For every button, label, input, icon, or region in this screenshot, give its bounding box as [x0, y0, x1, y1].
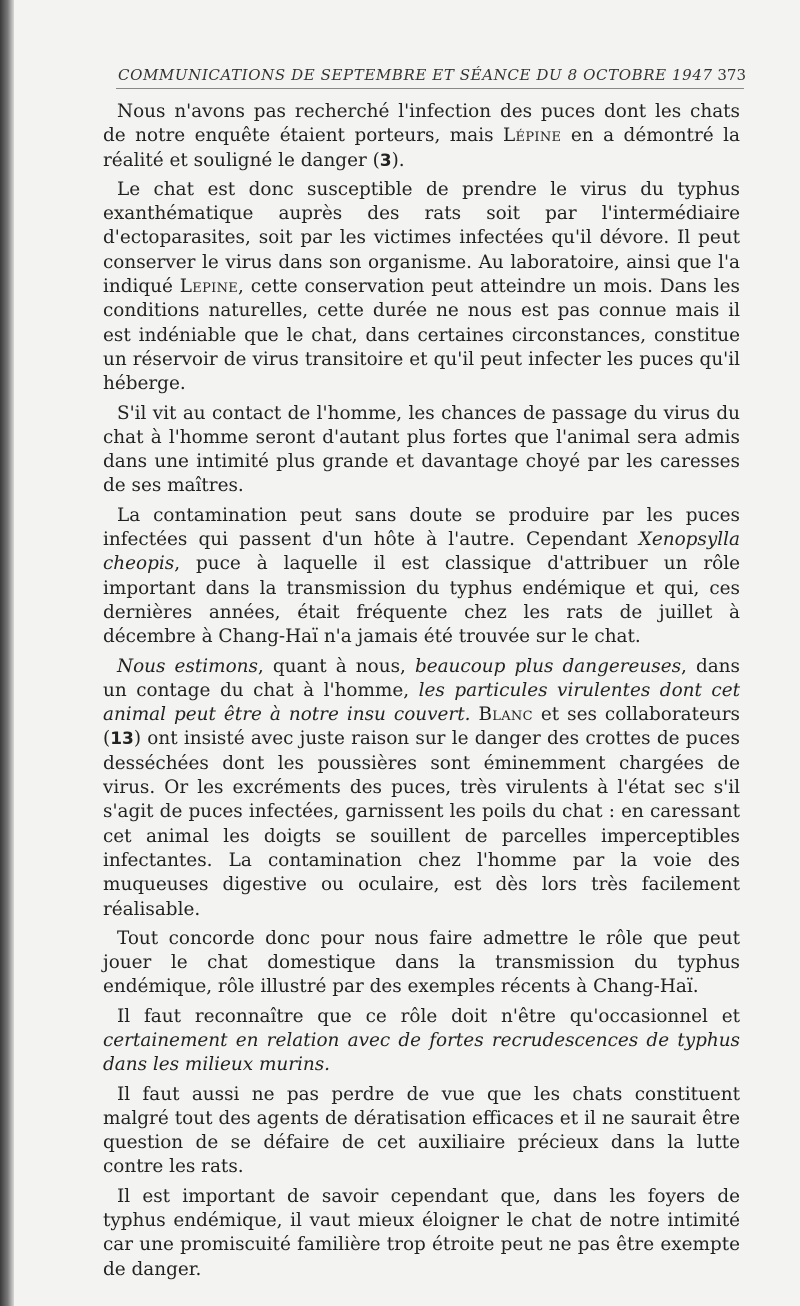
paragraph-4: La contamination peut sans doute se produire par les puces infectées qui passent d'un hôte à l'autre. Cependant Xenopsylla cheopis, puce à laquelle il est classique d'attribuer un rôle important dans la transmission du typhus endémique et qui, ces dernières années, était fréquente chez les rats de juillet à décembre à Chang-Haï n'a jamais été trouvée sur le chat. [103, 504, 740, 648]
running-header [118, 66, 746, 84]
paragraph-3: S'il vit au contact de l'homme, les chances de passage du virus du chat à l'homme seront d'autant plus fortes que l'animal sera admis dans une intimité plus grande et davantage choyé par les caresses de ses maîtres. [103, 402, 740, 497]
species-name: Xenopsylla cheopis [103, 529, 740, 575]
header-rule [116, 88, 744, 89]
paragraph-7: Il faut reconnaître que ce rôle doit n'être qu'occasionnel et certainement en relation avec de fortes recrudescences de typhus dans les milieux murins. [103, 1005, 740, 1076]
scan-binding-shadow [0, 0, 14, 1306]
article-body [103, 100, 740, 1287]
paragraph-8: Il faut aussi ne pas perdre de vue que les chats constituent malgré tout des agents de dératisation efficaces et il ne saurait être question de se défaire de cet auxiliaire précieux dans la lutte contre les rats. [103, 1083, 740, 1178]
paragraph-6: Tout concorde donc pour nous faire admettre le rôle que peut jouer le chat domestique dans la transmission du typhus endémique, rôle illustré par des exemples récents à Chang-Haï. [103, 927, 740, 998]
paragraph-1: Nous n'avons pas recherché l'infection des puces dont les chats de notre enquête étaient porteurs, mais Lépine en a démontré la réalité et souligné le danger (3). [103, 101, 740, 171]
paragraph-2: Le chat est donc susceptible de prendre le virus du typhus exanthématique auprès des rats soit par l'intermédiaire d'ectoparasites, soit par les victimes infectées qu'il dévore. Il peut conserver le virus dans son organisme. Au laboratoire, ainsi que l'a indiqué Lepine, cette conservation peut atteindre un mois. Dans les conditions naturelles, cette durée ne nous est pas connue mais il est indéniable que le chat, dans certaines circonstances, constitue un réservoir de virus transitoire et qu'il peut infecter les puces qu'il héberge. [103, 178, 740, 395]
paragraph-9: Il est important de savoir cependant que, dans les foyers de typhus endémique, il vaut mieux éloigner le chat de notre intimité car une promiscuité familière trop étroite peut ne pas être exempte de danger. [103, 1185, 740, 1280]
author-name: Lepine [179, 276, 239, 298]
author-name: Blanc [478, 704, 533, 726]
paragraph-5: Nous estimons, quant à nous, beaucoup plus dangereuses, dans un contage du chat à l'homme, les particules virulentes dont cet animal peut être à notre insu couvert. Blanc et ses collaborateurs (13) ont insisté avec juste raison sur le danger des crottes de puces desséchées dont les poussières sont éminemment chargées de virus. Or les excréments des puces, très virulents à l'état sec s'il s'agit de puces infectées, garnissent les poils du chat : en caressant cet animal les doigts se souillent de parcelles imperceptibles infectantes. La contamination chez l'homme par la voie des muqueuses digestive ou oculaire, est dès lors très facilement réalisable. [103, 655, 740, 920]
reference-number: 3 [379, 150, 392, 171]
running-title: COMMUNICATIONS DE SEPTEMBRE ET SÉANCE DU 8 OCTOBRE 1947 [118, 66, 713, 84]
reference-number: 13 [110, 729, 134, 750]
page-number: 373 [717, 66, 746, 84]
author-name: Lépine [503, 125, 562, 147]
